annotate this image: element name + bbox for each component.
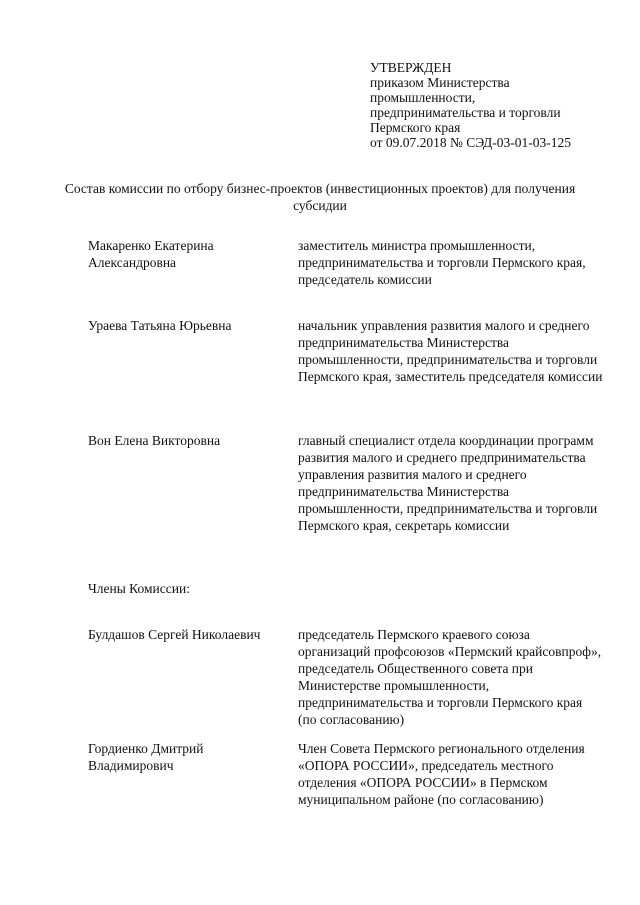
approval-heading: УТВЕРЖДЕН <box>370 60 452 75</box>
member-name: Вон Елена Викторовна <box>88 433 221 448</box>
document-title: Состав комиссии по отбору бизнес-проектов (инвестиционных проектов) для получения субсидии <box>64 181 576 213</box>
member-name: Ураева Татьяна Юрьевна <box>88 318 232 333</box>
member-name: Булдашов Сергей Николаевич <box>88 627 261 642</box>
member-name: Макаренко Екатерина Александровна <box>88 238 214 270</box>
member-role: заместитель министра промышленности, предпринимательства и торговли Пермского края, председатель комиссии <box>298 238 586 287</box>
approval-line: Пермского края <box>370 120 461 135</box>
approval-stamp <box>370 60 630 150</box>
member-role: председатель Пермского краевого союза организаций профсоюзов «Пермский крайсовпроф», председатель Общественного совета при Министерстве промышленности, предпринимательства и торговли Пермского края (по согласованию) <box>298 627 602 727</box>
members-section-label: Члены Комиссии: <box>88 581 190 596</box>
member-name: Гордиенко Дмитрий Владимирович <box>88 741 204 773</box>
approval-line: приказом Министерства <box>370 75 510 90</box>
member-role: начальник управления развития малого и среднего предпринимательства Министерства промышленности, предпринимательства и торговли Пермского края, заместитель председателя комиссии <box>298 318 603 384</box>
member-role: главный специалист отдела координации программ развития малого и среднего предпринимательства управления развития малого и среднего предпринимательства Министерства промышленности, предпринимательства и торговли Пермского края, секретарь комиссии <box>298 433 598 533</box>
approval-order-number: от 09.07.2018 № СЭД-03-01-03-125 <box>370 135 571 150</box>
approval-line: промышленности, <box>370 90 476 105</box>
member-role: Член Совета Пермского регионального отделения «ОПОРА РОССИИ», председатель местного отделения «ОПОРА РОССИИ» в Пермском муниципальном районе (по согласованию) <box>298 741 585 807</box>
approval-line: предпринимательства и торговли <box>370 105 561 120</box>
